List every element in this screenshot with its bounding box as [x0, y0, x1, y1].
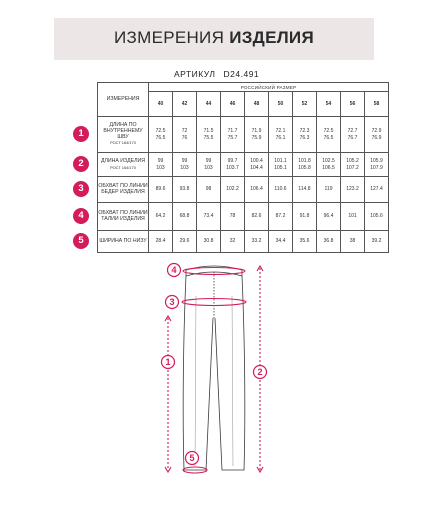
size-header-cell: 58	[365, 92, 389, 117]
size-header-cell: 54	[317, 92, 341, 117]
row-label-text: ДЛИНА ИЗДЕЛИЯ	[100, 157, 145, 164]
article-code: D24.491	[223, 69, 260, 79]
table-cell: 106.4	[245, 177, 269, 203]
table-cell: 72 76	[173, 117, 197, 153]
table-cell: 119	[317, 177, 341, 203]
table-cell: 71.9 75.9	[245, 117, 269, 153]
row-label-text: ОБХВАТ ПО ЛИНИИ ТАЛИИ ИЗДЕЛИЯ	[98, 209, 148, 222]
title-bold: ИЗДЕЛИЯ	[229, 28, 314, 47]
table-cell: 102.2	[221, 177, 245, 203]
diagram-badge-label: 3	[169, 297, 175, 308]
table-cell: 38	[341, 231, 365, 253]
size-header-cell: 42	[173, 92, 197, 117]
table-cell: 105.2 107.2	[341, 153, 365, 177]
diagram-badge-label: 5	[189, 453, 195, 464]
row-label-text: ОБХВАТ ПО ЛИНИИ БЕДЕР ИЗДЕЛИЯ	[98, 182, 148, 195]
table-cell: 93.8	[173, 177, 197, 203]
size-header-cell: 48	[245, 92, 269, 117]
table-cell: 82.6	[245, 203, 269, 231]
table-cell: 72.7 76.7	[341, 117, 365, 153]
table-cell: 64.2	[149, 203, 173, 231]
table-cell: 30.8	[197, 231, 221, 253]
row-label-sub: РОСТ 164/170	[110, 140, 136, 146]
table-cell: 101.8 105.8	[293, 153, 317, 177]
diagram-badge	[166, 296, 179, 309]
table-cell: 96.4	[317, 203, 341, 231]
size-group-label: РОССИЙСКИЙ РАЗМЕР	[149, 83, 389, 92]
table-cell: 35.6	[293, 231, 317, 253]
row-number-badge: 3	[73, 181, 89, 197]
table-cell: 99 103	[197, 153, 221, 177]
row-number-badge: 1	[73, 126, 89, 142]
row-number-badge: 4	[73, 208, 89, 224]
table-cell: 102.5 106.5	[317, 153, 341, 177]
table-cell: 99 103	[173, 153, 197, 177]
size-header-cell: 52	[293, 92, 317, 117]
table-cell: 127.4	[365, 177, 389, 203]
diagram-badge	[186, 452, 199, 465]
article-label: АРТИКУЛ	[174, 69, 216, 79]
table-cell: 99 103	[149, 153, 173, 177]
table-cell: 28.4	[149, 231, 173, 253]
trousers-outline	[183, 266, 245, 470]
row-number-badge: 5	[73, 233, 89, 249]
table-cell: 72.1 76.1	[269, 117, 293, 153]
table-cell: 99.7 103.7	[221, 153, 245, 177]
table-cell: 72.5 76.5	[317, 117, 341, 153]
table-cell: 91.8	[293, 203, 317, 231]
diagram-badge	[254, 366, 267, 379]
table-cell: 72.9 76.9	[365, 117, 389, 153]
diagram-badge-label: 1	[165, 357, 171, 368]
row-label-text: ШИРИНА ПО НИЗУ	[99, 237, 147, 244]
table-cell: 98	[197, 177, 221, 203]
table-cell: 72.5 76.5	[149, 117, 173, 153]
table-cell: 34.4	[269, 231, 293, 253]
diagram-badge	[168, 264, 181, 277]
table-cell: 123.2	[341, 177, 365, 203]
table-cell: 71.7 75.7	[221, 117, 245, 153]
table-cell: 33.2	[245, 231, 269, 253]
table-cell: 105.9 107.9	[365, 153, 389, 177]
row-label-text: ДЛИНА ПО ВНУТРЕННЕМУ ШВУ	[103, 122, 143, 140]
table-cell: 72.3 76.3	[293, 117, 317, 153]
size-header-cell: 50	[269, 92, 293, 117]
title-light: ИЗМЕРЕНИЯ	[114, 28, 225, 47]
table-cell: 89.6	[149, 177, 173, 203]
size-header-cell: 40	[149, 92, 173, 117]
diagram-badge	[162, 356, 175, 369]
table-cell: 39.2	[365, 231, 389, 253]
table-cell: 87.2	[269, 203, 293, 231]
diagram-badge-label: 2	[257, 367, 263, 378]
table-cell: 105.6	[365, 203, 389, 231]
table-cell: 73.4	[197, 203, 221, 231]
table-cell: 68.8	[173, 203, 197, 231]
table-cell: 78	[221, 203, 245, 231]
size-header-cell: 56	[341, 92, 365, 117]
table-cell: 71.5 75.5	[197, 117, 221, 153]
table-cell: 100.4 104.4	[245, 153, 269, 177]
table-cell: 36.8	[317, 231, 341, 253]
table-cell: 29.6	[173, 231, 197, 253]
table-corner-label: ИЗМЕРЕНИЯ	[98, 83, 149, 117]
row-number-badge: 2	[73, 156, 89, 172]
table-cell: 114.8	[293, 177, 317, 203]
diagram-badge-label: 4	[171, 265, 177, 276]
table-cell: 110.6	[269, 177, 293, 203]
table-cell: 101.1 105.1	[269, 153, 293, 177]
size-header-cell: 44	[197, 92, 221, 117]
table-cell: 101	[341, 203, 365, 231]
size-header-cell: 46	[221, 92, 245, 117]
row-label-sub: РОСТ 164/170	[110, 164, 136, 170]
table-cell: 32	[221, 231, 245, 253]
